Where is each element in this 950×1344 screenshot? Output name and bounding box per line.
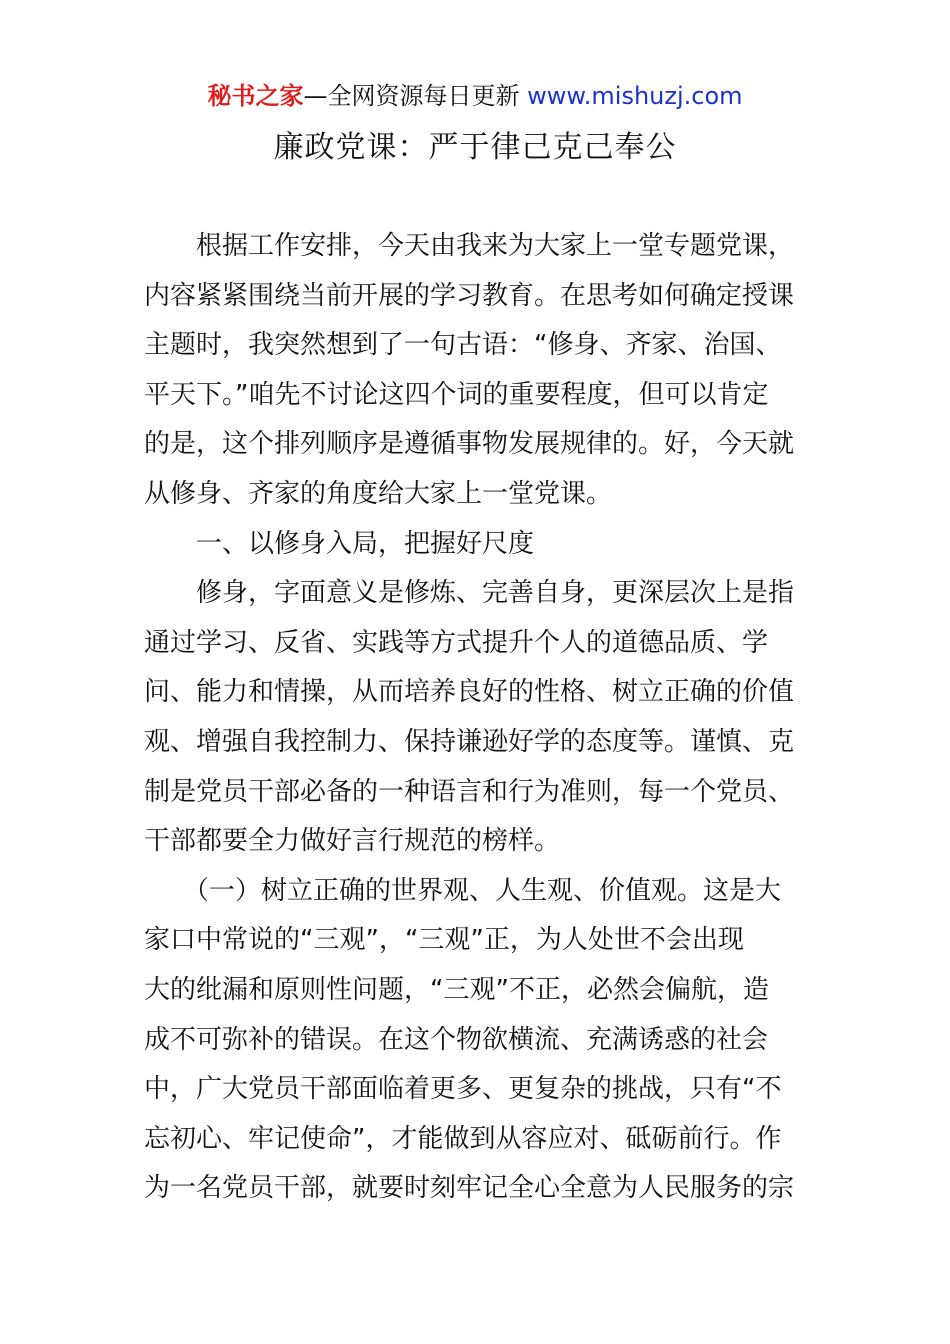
body-line: 成不可弥补的错误。在这个物欲横流、充满诱惑的社会 — [144, 1024, 769, 1055]
body-line: 观、增强自我控制力、保持谦逊好学的态度等。谨慎、克 — [144, 726, 795, 757]
site-url: www.mishuzj.com — [527, 82, 743, 110]
body-line: 为一名党员干部，就要时刻牢记全心全意为人民服务的宗 — [144, 1173, 795, 1204]
body-line: 干部都要全力做好言行规范的榜样。 — [144, 826, 561, 857]
body-line: 从修身、齐家的角度给大家上一堂党课。 — [144, 478, 613, 509]
body-line: 忘初心、牢记使命”，才能做到从容应对、砥砺前行。作 — [144, 1123, 782, 1154]
document-title: 廉政党课：严于律己克己奉公 — [273, 130, 677, 165]
brand-name: 秘书之家 — [207, 82, 304, 110]
body-line: 修身，字面意义是修炼、完善自身，更深层次上是指 — [144, 578, 795, 609]
section-heading: 一、以修身入局，把握好尺度 — [144, 528, 535, 559]
body-line: 家口中常说的“三观”，“三观”正，为人处世不会出现 — [144, 925, 744, 956]
header-tagline: —全网资源每日更新 — [303, 82, 528, 110]
body-line: 制是党员干部必备的一种语言和行为准则，每一个党员、 — [144, 776, 795, 807]
document-body — [144, 222, 806, 1214]
body-line: 平天下。”咱先不讨论这四个词的重要程度，但可以肯定 — [144, 379, 769, 410]
body-line: 内容紧紧围绕当前开展的学习教育。在思考如何确定授课 — [144, 280, 795, 311]
body-line: 问、能力和情操，从而培养良好的性格、树立正确的价值 — [144, 677, 795, 708]
body-line: 的是，这个排列顺序是遵循事物发展规律的。好，今天就 — [144, 429, 795, 460]
body-line: （一）树立正确的世界观、人生观、价值观。这是大 — [144, 875, 782, 906]
site-header — [0, 80, 950, 112]
body-line: 中，广大党员干部面临着更多、更复杂的挑战，只有“不 — [144, 1074, 782, 1105]
body-line: 大的纰漏和原则性问题，“三观”不正，必然会偏航，造 — [144, 974, 769, 1005]
body-line: 根据工作安排，今天由我来为大家上一堂专题党课， — [144, 231, 795, 261]
body-line: 通过学习、反省、实践等方式提升个人的道德品质、学 — [144, 627, 769, 658]
body-line: 主题时，我突然想到了一句古语：“修身、齐家、治国、 — [144, 330, 782, 361]
